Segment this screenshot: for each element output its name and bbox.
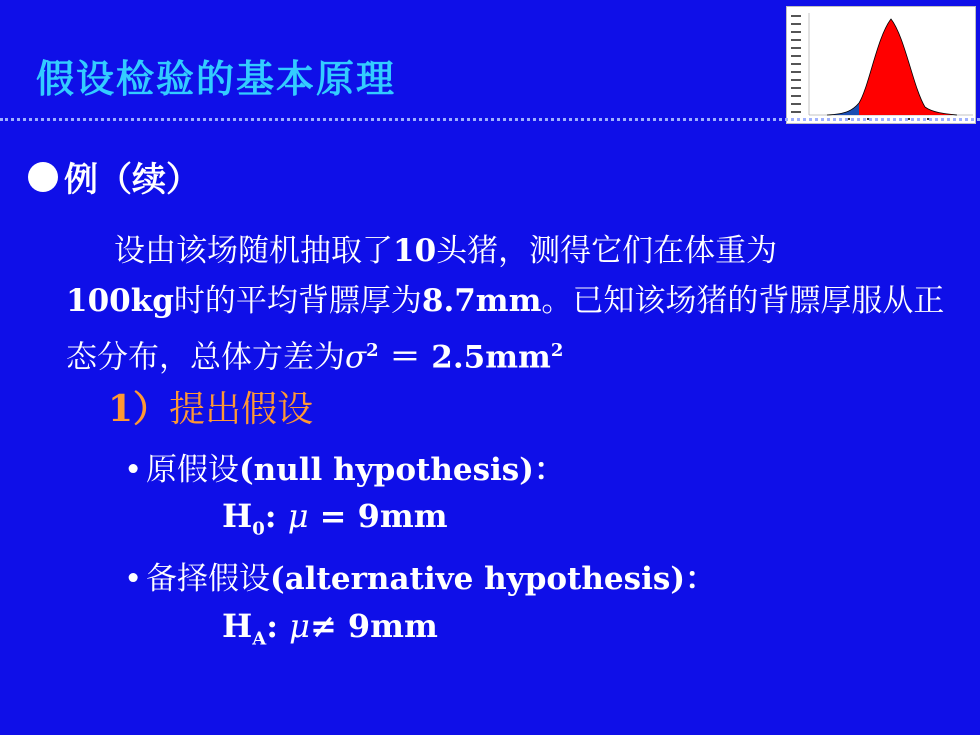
text-segment: 。已知该场猪的背膘厚服从正态分布，总体方差为 bbox=[66, 283, 945, 376]
h-letter: H bbox=[222, 607, 253, 645]
h-subscript: 0 bbox=[252, 518, 265, 540]
exponent: 2 bbox=[550, 340, 564, 361]
null-hypothesis-bullet: • 原假设(null hypothesis)： bbox=[124, 452, 565, 488]
problem-statement bbox=[66, 226, 946, 382]
h-colon: : bbox=[266, 607, 290, 645]
text-segment: 设由该场随机抽取了 bbox=[114, 233, 393, 269]
h-letter: H bbox=[222, 497, 253, 535]
bullet-dot-icon bbox=[28, 162, 58, 192]
h0-statement bbox=[222, 497, 448, 539]
sigma-symbol: σ bbox=[345, 339, 367, 376]
normal-distribution-thumbnail bbox=[786, 6, 976, 124]
step-heading bbox=[108, 381, 313, 432]
exponent: 2 bbox=[366, 340, 379, 361]
weight-value: 100kg bbox=[66, 283, 174, 319]
mean-value: 8.7mm bbox=[421, 283, 542, 319]
variance-value: ＝ 2.5mm bbox=[378, 339, 551, 376]
mu-symbol: μ bbox=[289, 607, 310, 645]
bullet-en: (alternative hypothesis) bbox=[270, 561, 685, 597]
title-divider bbox=[0, 118, 980, 121]
step-label: 提出假设 bbox=[169, 389, 314, 430]
example-heading bbox=[28, 152, 200, 201]
step-number: 1） bbox=[108, 388, 170, 430]
bullet-en: (null hypothesis) bbox=[239, 452, 534, 488]
text-segment: 时的平均背膘厚为 bbox=[173, 283, 422, 319]
h0-value: = 9mm bbox=[308, 497, 448, 535]
alt-hypothesis-bullet: • 备择假设(alternative hypothesis)： bbox=[124, 561, 716, 597]
h-subscript: A bbox=[252, 628, 267, 650]
bullet-zh: 备择假设 bbox=[146, 561, 270, 597]
ha-statement bbox=[222, 607, 438, 649]
bullet-zh: 原假设 bbox=[146, 452, 239, 488]
h-colon: : bbox=[264, 497, 288, 535]
mu-symbol: μ bbox=[287, 497, 309, 535]
bullet-colon: ： bbox=[685, 561, 716, 597]
ha-value: ≠ 9mm bbox=[309, 607, 438, 645]
sample-size: 10 bbox=[393, 233, 437, 269]
slide-title: 假设检验的基本原理 bbox=[36, 57, 397, 101]
example-heading-text: 例（续） bbox=[64, 160, 200, 200]
bullet-colon: ： bbox=[533, 452, 565, 488]
text-segment: 头猪，测得它们在体重为 bbox=[436, 233, 778, 269]
